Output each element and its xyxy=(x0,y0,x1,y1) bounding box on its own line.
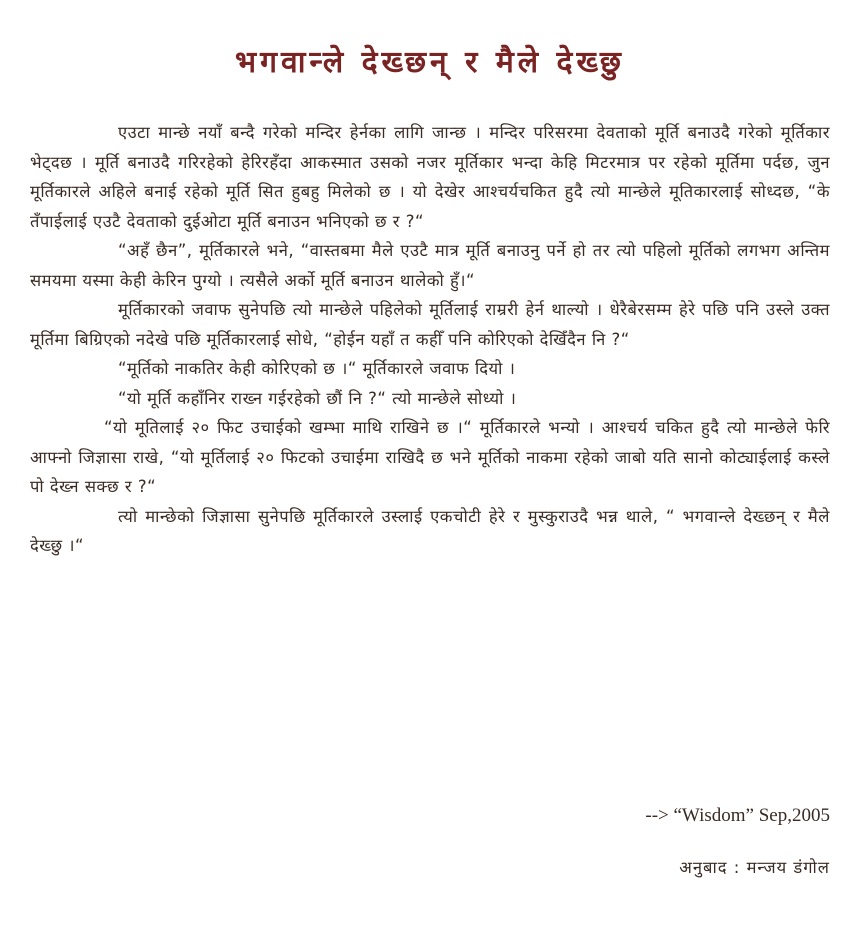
paragraph-4: “मूर्तिको नाकतिर केही कोरिएको छ ।“ मूर्तिकारले जवाफ दियो । xyxy=(118,359,516,378)
page-title: भगवान्ले देख्छन् र मैले देख्छु xyxy=(235,45,625,80)
paragraph-2: “अहँ छैन”, मूर्तिकारले भने, “वास्तबमा मैले एउटै मात्र मूर्ति बनाउनु पर्ने हो तर त्यो पहिलो मूर्तिको लगभग अन्तिम समयमा यस्मा केही केरिन पुग्यो । त्यसैले अर्को मूर्ति बनाउन थालेको हुँ।“ xyxy=(30,241,830,290)
paragraph-1: एउटा मान्छे नयाँ बन्दै गरेको मन्दिर हेर्नका लागि जान्छ । मन्दिर परिसरमा देवताको मूर्ति बनाउदै गरेको मूर्तिकार भेट्दछ । मूर्ति बनाउदै गरिरहेको हेरिरहँदा आकस्मात उसको नजर मूर्तिकार भन्दा केहि मिटरमात्र पर रहेको मूर्तिमा पर्दछ, जुन मूर्तिकारले अहिले बनाई रहेको मूर्ति सित हुबहु मिलेको छ । यो देखेर आश्चर्यचकित हुदै त्यो मान्छेले मूतिकारलाई सोध्दछ, “के तँपाईलाई एउटै देवताको दुईओटा मूर्ति बनाउन भनिएको छ र ?“ xyxy=(30,123,830,231)
paragraph-7: त्यो मान्छेको जिज्ञासा सुनेपछि मूर्तिकारले उस्लाई एकचोटी हेरे र मुस्कुराउदै भन्न थाले, “ भगवान्ले देख्छन् र मैले देख्छु ।“ xyxy=(30,506,830,555)
source-citation: --> “Wisdom” Sep,2005 xyxy=(645,805,830,826)
story-body xyxy=(30,118,830,561)
paragraph-3: मूर्तिकारको जवाफ सुनेपछि त्यो मान्छेले पहिलेको मूर्तिलाई राम्ररी हेर्न थाल्यो । धेरैबेरसम्म हेरे पछि पनि उस्ले उक्त मूर्तिमा बिग्रिएको नदेखे पछि मूर्तिकारलाई सोधे, “होईन यहाँ त कहीँ पनि कोरिएको देखिँदैन नि ?“ xyxy=(30,300,830,349)
paragraph-5: “यो मूर्ति कहाँनिर राख्न गईरहेको छौं नि ?“ त्यो मान्छेले सोध्यो । xyxy=(118,388,517,408)
paragraph-6: “यो मूतिलाई २० फिट उचाईको खम्भा माथि राखिने छ ।“ मूर्तिकारले भन्यो । आश्चर्य चकित हुदै त्यो मान्छेले फेरि आफ्नो जिज्ञासा राखे, “यो मूर्तिलाई २० फिटको उचाईमा राखिदै छ भने मूर्तिको नाकमा रहेको जाबो यति सानो कोट्याईलाई कस्ले पो देख्न सक्छ र ?“ xyxy=(30,418,830,496)
translator-credit: अनुबाद : मन्जय डंगोल xyxy=(679,858,830,877)
